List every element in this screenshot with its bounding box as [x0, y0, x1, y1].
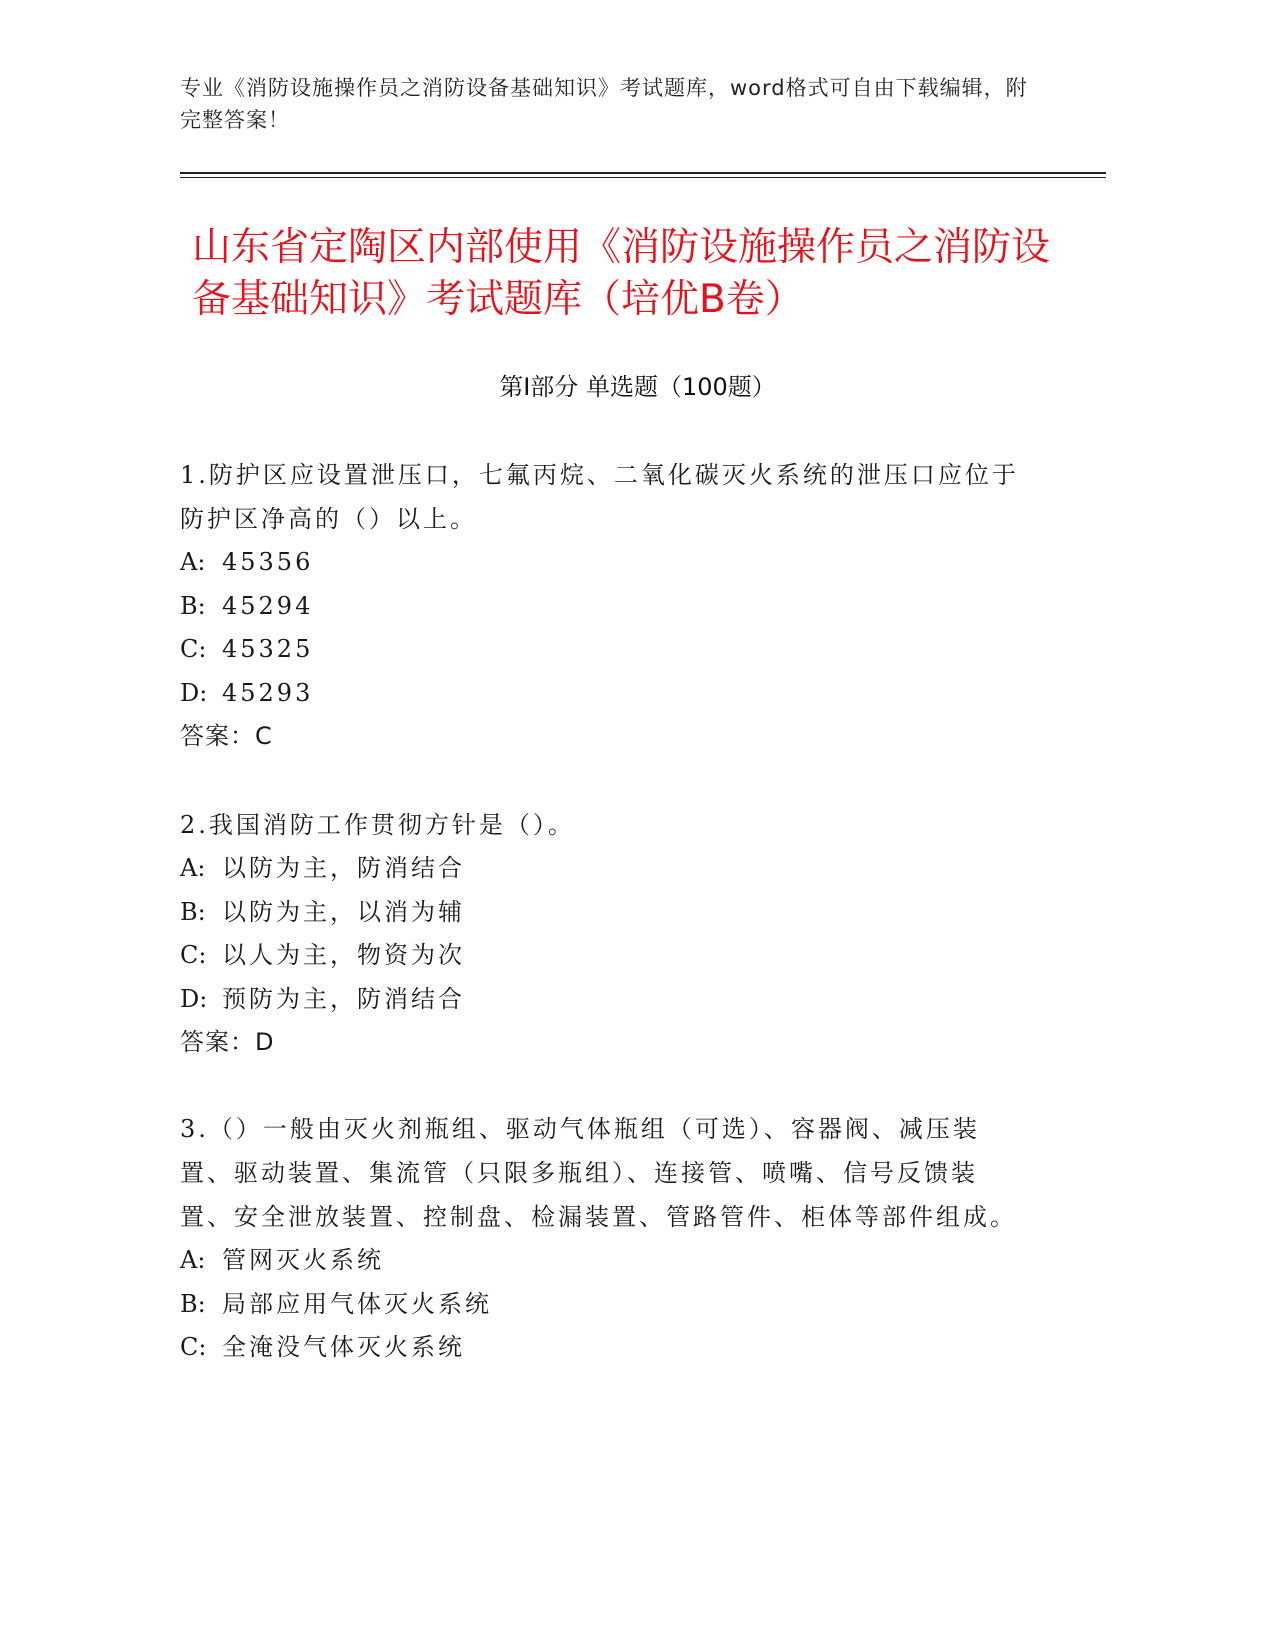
answer-line: [180, 715, 1020, 759]
option-d: [180, 978, 1020, 1022]
option-text: 局部应用气体灭火系统: [222, 1289, 492, 1318]
option-letter: B:: [180, 1289, 206, 1318]
option-text: 45294: [222, 591, 314, 620]
option-letter: B:: [180, 897, 206, 926]
question-3: [180, 1107, 1020, 1370]
option-letter: A:: [180, 1246, 206, 1274]
answer-line: [180, 1021, 1020, 1065]
option-letter: A:: [180, 548, 206, 576]
option-b: [180, 1283, 1020, 1327]
question-stem: 3.（）一般由灭火剂瓶组、驱动气体瓶组（可选）、容器阀、减压装置、驱动装置、集流管（只限多瓶组）、连接管、喷嘴、信号反馈装置、安全泄放装置、控制盘、检漏装置、管路管件、柜体等部件组成。: [180, 1115, 1017, 1231]
header-divider: [180, 172, 1106, 174]
option-letter: C:: [180, 635, 207, 663]
option-letter: C:: [180, 1333, 207, 1361]
option-text: 45325: [222, 635, 314, 663]
option-letter: C:: [180, 941, 207, 969]
question-stem: 2.我国消防工作贯彻方针是（）。: [180, 811, 575, 839]
question-2: [180, 803, 1020, 1065]
header-note: 专业《消防设施操作员之消防设备基础知识》考试题库，word格式可自由下载编辑，附完整答案！: [180, 76, 1028, 132]
option-text: 全淹没气体灭火系统: [222, 1333, 465, 1361]
option-b: [180, 891, 1020, 935]
answer-label: 答案：: [180, 1028, 255, 1056]
option-text: 以防为主，防消结合: [222, 854, 465, 882]
section-title: 第Ⅰ部分 单选题（100题）: [499, 373, 776, 401]
option-a: [180, 1239, 1020, 1283]
header-divider-thin: [180, 177, 1106, 178]
question-stem: 1.防护区应设置泄压口，七氟丙烷、二氧化碳灭火系统的泄压口应位于防护区净高的（）以上。: [180, 461, 1019, 533]
option-letter: A:: [180, 854, 206, 882]
option-text: 预防为主，防消结合: [222, 984, 465, 1013]
option-letter: D:: [180, 678, 208, 707]
option-d: [180, 672, 1020, 716]
option-b: [180, 585, 1020, 629]
question-1: [180, 453, 1020, 759]
option-c: [180, 628, 1020, 672]
option-c: [180, 934, 1020, 978]
option-c: [180, 1326, 1020, 1370]
document-title: 山东省定陶区内部使用《消防设施操作员之消防设备基础知识》考试题库（培优B卷）: [192, 225, 1051, 322]
option-text: 45356: [222, 548, 314, 576]
option-text: 以人为主，物资为次: [222, 941, 465, 969]
option-letter: D:: [180, 984, 208, 1013]
option-text: 管网灭火系统: [222, 1246, 384, 1274]
answer-value: D: [255, 1028, 275, 1056]
option-text: 45293: [222, 678, 314, 707]
option-text: 以防为主，以消为辅: [222, 897, 465, 926]
answer-label: 答案：: [180, 722, 255, 750]
option-a: [180, 541, 1020, 585]
answer-value: C: [255, 722, 273, 750]
option-letter: B:: [180, 591, 206, 620]
option-a: [180, 847, 1020, 891]
